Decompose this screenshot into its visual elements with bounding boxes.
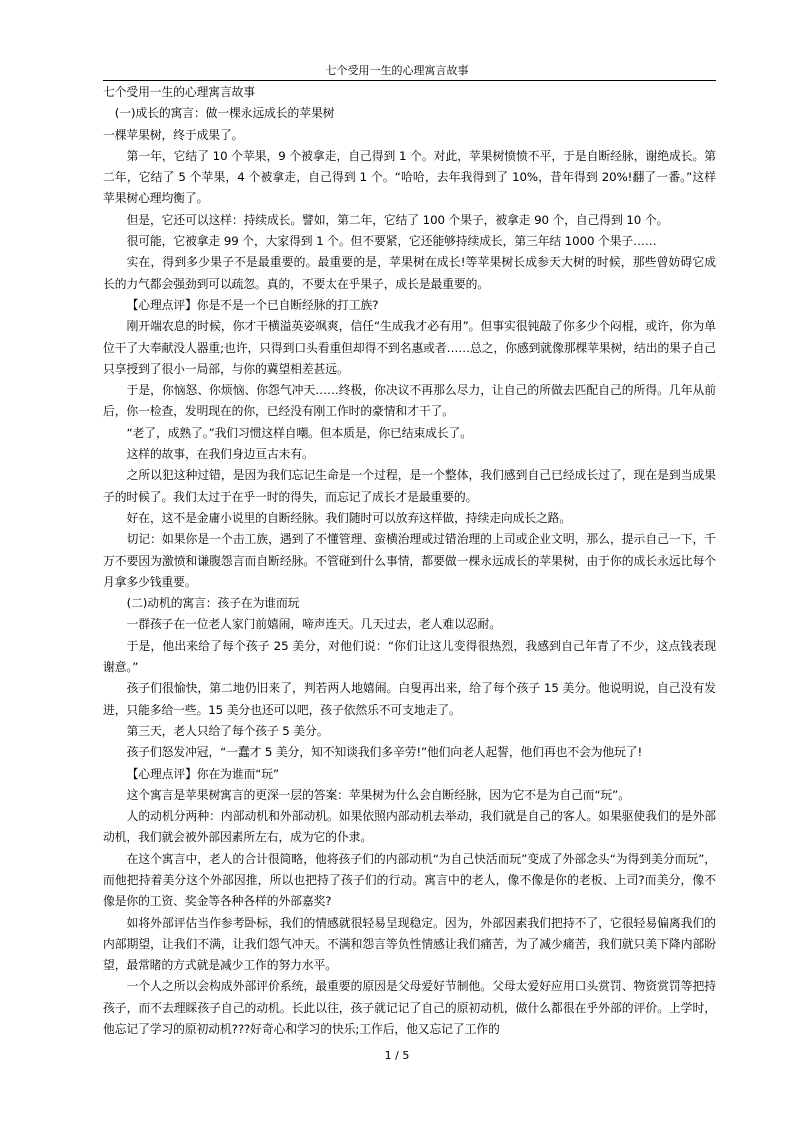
paragraph: 好在，这不是金庸小说里的自断经脉。我们随时可以放弃这样做，持续走向成长之路。 (126, 510, 572, 525)
paragraph: 这样的故事，在我们身边亘古未有。 (126, 447, 314, 462)
paragraph: (二)动机的寓言：孩子在为谁而玩 (126, 596, 300, 611)
paragraph: 于是，他出来给了每个孩子 25 美分，对他们说：“你们让这儿变得很热烈，我感到自己年青了不少，这点钱表现谢意。” (103, 638, 716, 675)
header-rule (103, 80, 716, 81)
paragraph: 但是，它还可以这样：持续成长。譬如，第二年，它结了 100 个果子，被拿走 90 个，自己得到 10 个。 (126, 212, 669, 227)
paragraph: 七个受用一生的心理寓言故事 (103, 85, 256, 99)
paragraph: 切记：如果你是一个击工族，遇到了不懂管理、蛮横治理或过错治理的上司或企业文明，那么，提示自己一下，千万不要因为激愤和谦腹怨言而自断经脉。不管碰到什么事情，都要做一棵永远成长的苹果树，由于你的成长永远比每个月拿多少钱重要。 (103, 532, 716, 589)
paragraph: “老了，成熟了。”我们习惯这样自嘲。但本质是，你已结束成长了。 (126, 425, 472, 440)
paragraph: 人的动机分两种：内部动机和外部动机。如果依照内部动机去举动，我们就是自己的客人。如果驱使我们的是外部动机，我们就会被外部因素所左右，成为它的仆隶。 (103, 809, 716, 845)
paragraph: 实在，得到多少果子不是最重要的。最重要的是，苹果树在成长!等苹果树长成参天大树的时候，那些曾妨碍它成长的力气都会强劲到可以疏忽。真的，不要太在乎果子，成长是最重要的。 (103, 255, 716, 291)
paragraph: 在这个寓言中，老人的合计很简略，他将孩子们的内部动机“为自己快活而玩”变成了外部念头“为得到美分而玩”，而他把持着美分这个外部因推，所以也把持了孩子们的行动。寓言中的老人，像不像是你的老板、上司?而美分，像不像是你的工资、奖金等各种各样的外部嘉奖? (103, 851, 716, 909)
paragraph: 于是，你恼怒、你烦恼、你怨气冲天……终极，你决议不再那么尽力，让自己的所做去匹配自己的所得。几年从前后，你一检查，发明现在的你，已经没有刚工作时的豪情和才干了。 (103, 383, 716, 419)
paragraph: 这个寓言是苹果树寓言的更深一层的答案：苹果树为什么会自断经脉，因为它不是为自己而“玩”。 (126, 787, 630, 802)
paragraph: 一个人之所以会构成外部评价系统，最重要的原因是父母爱好节制他。父母太爱好应用口头赏罚、物资赏罚等把持孩子，而不去理睬孩子自己的动机。长此以往，孩子就记记了自己的原初动机，做什么都很在乎外部的评价。上学时，他忘记了学习的原初动机???好奇心和学习的快乐;工作后，他又忘记了工作的 (103, 979, 716, 1037)
document-body (103, 82, 716, 1040)
page-header: 七个受用一生的心理寓言故事 (325, 64, 469, 77)
paragraph: 刚开端农息的时候，你才干横溢英姿飒爽，信任“生成我才必有用”。但事实很钝敲了你多少个闷棍，或许，你为单位干了大奉献没人器重;也许，只得到口头看重但却得不到名惠或者……总之，你感到就像那棵苹果树，结出的果子自己只享授到了很小一局部，与你的冀望相差甚远。 (103, 319, 716, 376)
paragraph: 一棵苹果树，终于成果了。 (103, 127, 244, 142)
paragraph: 一群孩子在一位老人家门前嬉闹，啼声连天。几天过去，老人难以忍耐。 (126, 617, 501, 632)
paragraph: 之所以犯这种过错，是因为我们忘记生命是一个过程，是一个整体，我们感到自己已经成长过了，现在是到当成果子的时候了。我们太过于在乎一时的得失，而忘记了成长才是最重要的。 (103, 468, 716, 504)
paragraph: 孩子们怒发冲冠，“一蠢才 5 美分，知不知谈我们多辛劳!”他们向老人起誓，他们再也不会为他玩了! (126, 745, 643, 760)
paragraph: 如将外部评估当作参考卧标，我们的情感就很轻易呈现稳定。因为，外部因素我们把持不了，它很轻易偏离我们的内部期望，让我们不满，让我们怨气冲天。不满和怨言等负性情感让我们痛苦，为了减少痛苦，我们就只美下降内部盼望，最常睹的方式就是减少工作的努力水平。 (103, 915, 716, 973)
paragraph: 很可能，它被拿走 99 个，大家得到 1 个。但不要紧，它还能够持续成长，第三年结 1000 个果子…… (126, 234, 657, 249)
page-number: 1 / 5 (384, 1049, 410, 1062)
paragraph: 【心理点评】你是不是一个已自断经脉的打工族? (126, 297, 379, 312)
paragraph: (一)成长的寓言：做一棵永远成长的苹果树 (114, 106, 335, 121)
paragraph: 孩子们很愉快，第二地仍旧来了，判若两人地嬉闹。白叟再出来，给了每个孩子 15 美分。他说明说，自己没有发进，只能多给一些。15 美分也还可以吧，孩子依然乐不可支地走了。 (103, 681, 716, 717)
paragraph: 第三天，老人只给了每个孩子 5 美分。 (126, 723, 329, 738)
paragraph: 【心理点评】你在为谁而“玩” (126, 766, 279, 781)
paragraph: 第一年，它结了 10 个苹果，9 个被拿走，自己得到 1 个。对此，苹果树愤愤不平，于是自断经脉，谢绝成长。第二年，它结了 5 个苹果，4 个被拿走，自己得到 1 个。“哈哈，去年我得到了 10%，昔年得到 20%!翻了一番。”这样苹果树心理均衡了。 (103, 148, 716, 206)
